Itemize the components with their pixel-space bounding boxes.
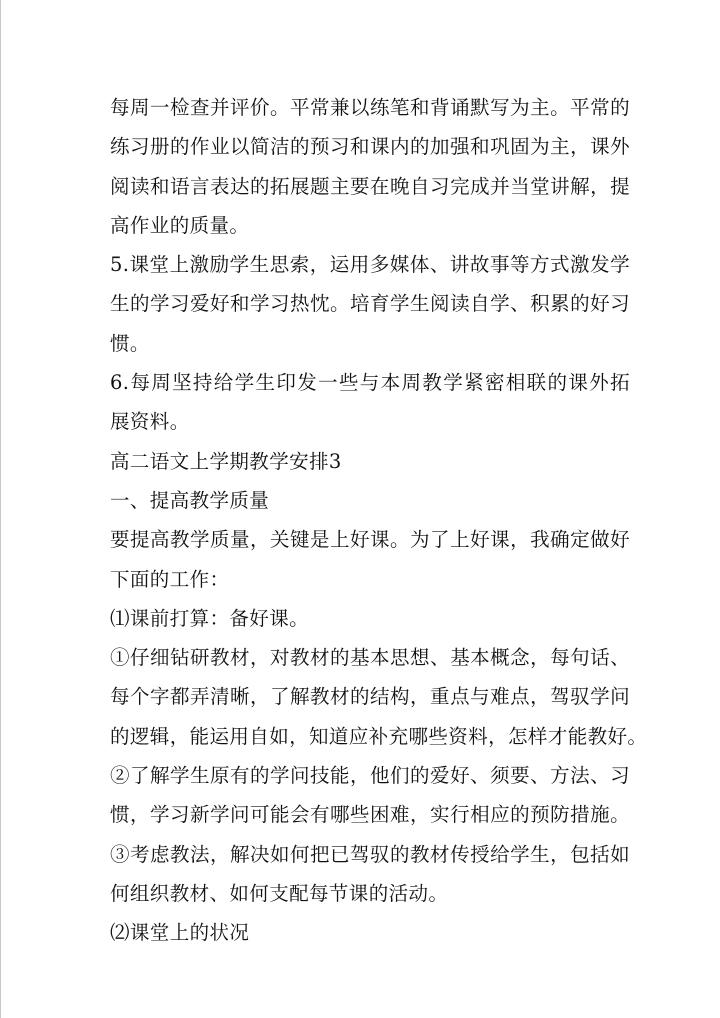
text-line: 下面的工作： xyxy=(110,567,230,591)
text-line: 每个字都弄清晰，了解教材的结构，重点与难点，驾驭学问 xyxy=(110,685,630,709)
text-line: 高作业的质量。 xyxy=(110,213,250,237)
text-line: 要提高教学质量，关键是上好课。为了上好课，我确定做好 xyxy=(110,528,630,552)
text-line: 的逻辑，能运用自如，知道应补充哪些资料，怎样才能教好。 xyxy=(110,724,648,748)
text-line: 惯，学习新学问可能会有哪些困难，实行相应的预防措施。 xyxy=(110,803,630,827)
text-line: 每周一检查并评价。平常兼以练笔和背诵默写为主。平常的 xyxy=(110,96,630,119)
text-line: 练习册的作业以简洁的预习和课内的加强和巩固为主，课外 xyxy=(110,135,630,159)
text-line: ②了解学生原有的学问技能，他们的爱好、须要、方法、习 xyxy=(110,764,630,788)
text-line: 一、提高教学质量 xyxy=(110,488,270,512)
text-line: 高二语文上学期教学安排3 xyxy=(110,449,342,473)
document-body xyxy=(110,88,648,953)
text-line: 生的学习爱好和学习热忱。培育学生阅读自学、积累的好习 xyxy=(110,292,630,316)
text-line: 阅读和语言表达的拓展题主要在晚自习完成并当堂讲解，提 xyxy=(110,174,630,198)
text-line: 5.课堂上激励学生思索，运用多媒体、讲故事等方式激发学 xyxy=(110,253,630,277)
text-line: ①仔细钻研教材，对教材的基本思想、基本概念，每句话、 xyxy=(110,646,630,670)
text-line: ⑵课堂上的状况 xyxy=(110,921,250,945)
text-line: 展资料。 xyxy=(110,410,190,434)
text-line: 何组织教材、如何支配每节课的活动。 xyxy=(110,881,449,905)
text-line: 惯。 xyxy=(110,331,150,355)
text-line: 6.每周坚持给学生印发一些与本周教学紧密相联的课外拓 xyxy=(110,371,630,395)
text-line: ③考虑教法，解决如何把已驾驭的教材传授给学生，包括如 xyxy=(110,842,630,866)
text-line: ⑴课前打算：备好课。 xyxy=(110,606,310,630)
